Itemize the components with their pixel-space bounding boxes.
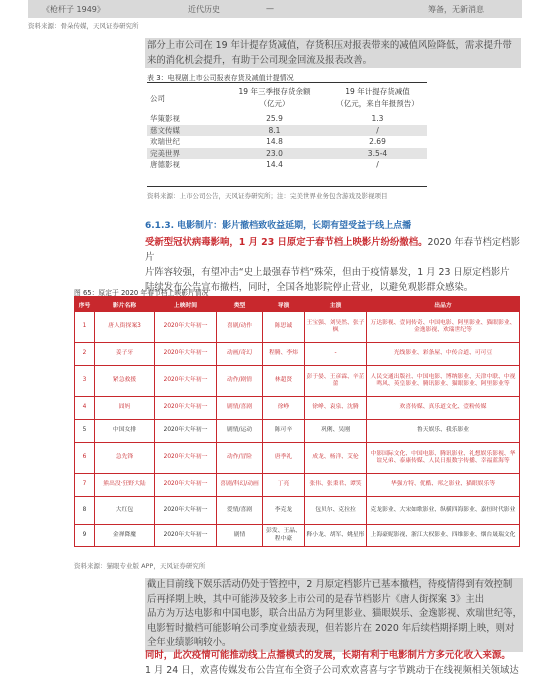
table-row: 慈文传媒 8.1 / [147,125,427,137]
paragraph-2 [145,235,523,295]
header-mid: 近代历史 [188,4,220,15]
table-row: 1 唐人街探案3 2020年大年初一 喜剧/动作 陈思诚 王宝强、刘昊然、张子枫 万达影视、壹同传奇、中国电影、阿里影业、猫眼影业、金逸影视、欢瑞世纪等 [75,312,520,343]
source-top: 资料来源：骨朵传媒，天风证券研究所 [28,21,139,30]
para2-rest: 2020 年春节档定档影片 [145,237,520,263]
table-row: 唐德影视 14.4 / [147,159,427,171]
table-row: 6 急先锋 2020年大年初一 动作/冒险 唐季礼 成龙、杨洋、艾伦 中影国际文化、中国电影、腾讯影业、礼想娱乐影视、华谊兄弟、泰康传媒、人民日报数字传播、幸福蓝海等 [75,443,520,474]
para3-line: 截止目前线下娱乐活动仍处于管控中，2 月原定档影片已基本撤档，待疫情得到有效控制 [147,578,523,593]
table-row: 7 熊出没·狂野大陆 2020年大年初一 喜剧/科幻/动画 丁亮 张伟、张秉君、谭笑 华强方特、优酷、邦之影业、猫眼娱乐等 [75,474,520,497]
fig65-title: 图 65：原定于 2020 年春节档上映影片情况 [74,287,208,297]
header-dash: — [266,4,274,13]
table-row: 欢瑞世纪 14.8 2.69 [147,136,427,148]
header-right: 筹备，无新消息 [428,4,484,15]
para2-line: 片阵容较强，有望冲击“史上最强春节档”殊荣，但由于疫情暴发，1 月 23 日原定档影片 [145,265,523,280]
fig65-header: 序号 [75,297,95,312]
para4-line: 1 月 24 日，欢喜传媒发布公告宣布全资子公司欢欢喜喜与字节跳动于在线视频相关领域达 [145,664,523,678]
header-left: 《枪杆子 1949》 [42,4,105,15]
table-row: 完美世界 23.0 3.5-4 [147,148,427,160]
paragraph-3 [147,578,523,651]
table3 [147,83,427,171]
paragraph-1 [147,38,523,68]
fig65-source: 资料来源：猫眼专业版 APP，天风证券研究所 [74,561,205,570]
table-row: 3 紧急救援 2020年大年初一 动作/剧情 林超贤 彭于晏、王彦霖、辛芷蕾 人民交通出版社、中国电影、博纳影业、天津中联、中视鸣风、英皇影业、腾讯影业、猫眼影业、阿里影业等 [75,366,520,397]
table-row: 华策影视 25.9 1.3 [147,113,427,125]
fig65-table [74,296,520,547]
para3-line: 后再择期上映，其中可能涉及较多上市公司的是春节档影片《唐人街探案 3》主出 [147,593,523,608]
table3-header-impairment: 19 年计提存货减值 （亿元，来自年报预告） [328,83,427,113]
para2-bold: 受新型冠状病毒影响，1 月 23 日原定于春节档上映影片纷纷撤档。 [145,237,428,248]
page-header-bar [28,0,522,18]
table-row: 5 中国女排 2020年大年初一 剧情/运动 陈可辛 巩俐、吴刚 鲁天娱乐、我乐影业 [75,420,520,443]
fig65-header: 影片名称 [95,297,155,312]
table3-header-company: 公司 [147,83,221,113]
fig65-header: 上映时间 [155,297,217,312]
para3-line: 品方为万达电影和中国电影，联合出品方为阿里影业、猫眼娱乐、金逸影视、欢瑞世纪等， [147,607,523,622]
para1-line: 部分上市公司在 19 年计提存货减值，存货积压对报表带来的减值风险降低，需求提升带 [147,38,523,53]
fig65-header: 主演 [305,297,367,312]
paragraph-4 [145,649,523,678]
table3-source: 资料来源：上市公司公告，天风证券研究所；注：完美世界业务包含游戏及影视项目 [147,191,388,200]
fig65-header: 类型 [217,297,263,312]
para3-line: 全年业绩影响较小。 [147,636,523,651]
para3-line: 电影暂时撤档可能影响公司季度业绩表现，但若影片在 2020 年后续档期择期上映，则对 [147,622,523,637]
section-heading: 6.1.3. 电影制片：影片撤档致收益延期，长期有望受益于线上点播 [145,218,411,231]
para4-bold: 同时，此次疫情可能推动线上点播模式的发展，长期有利于电影制片方多元化收入来源。 [145,649,523,664]
table-row: 9 金禅降魔 2020年大年初一 剧情 彭发、王晶、程中豪 释小龙、胡军、姚星彤 上海豪妮影视、浙江大权影业、四维影业、烟台晟瑞文化 [75,525,520,547]
table-row: 4 囧妈 2020年大年初一 剧情/喜剧 徐峥 徐峥、袁泉、沈腾 欢喜传媒、真乐道文化、壹粉传媒 [75,397,520,420]
table-row: 2 姜子牙 2020年大年初一 动画/奇幻 程腾、李炜 - 光线影业、彩条屋、中传合道、可可豆 [75,343,520,366]
fig65-header: 导演 [263,297,305,312]
fig65-header: 出品方 [367,297,520,312]
table3-header-inventory: 19 年三季报存货余额 （亿元） [221,83,328,113]
table3-bottomline [147,186,427,187]
table-row: 8 大红包 2020年大年初一 爱情/喜剧 李克龙 包贝尔、克拉拉 克龙影业、大宋如歌影业、纵横四海影业、嘉恒时代影业 [75,497,520,525]
para1-line: 来的消化机会提升，有助于公司现金回流及报表改善。 [147,53,523,68]
table3-title: 表 3：电视剧上市公司报表存货及减值计提情况 [147,73,294,83]
para2-line: 陆续发布公告宣布撤档，同时，全国各地影院停止营业，以避免观影群众感染。 [145,280,523,295]
